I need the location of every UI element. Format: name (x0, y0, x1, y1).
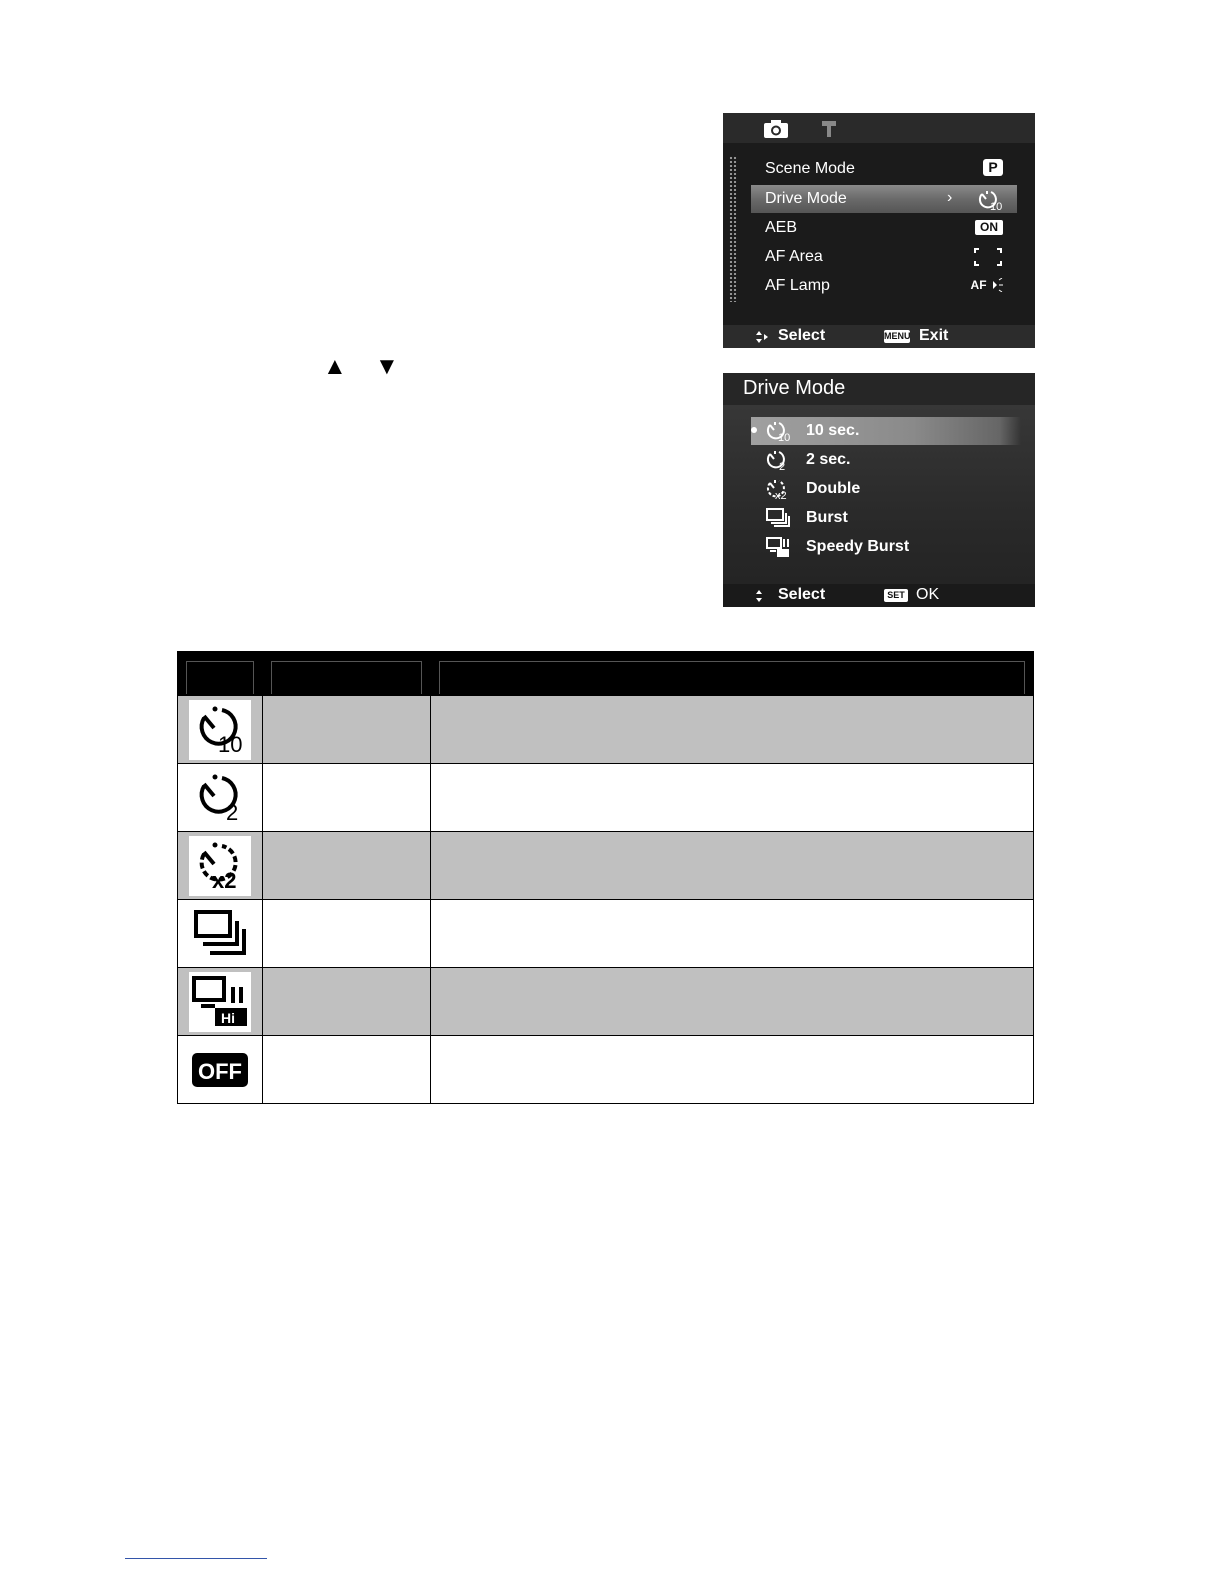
footer-link-rule (125, 1558, 267, 1559)
description-column-header (431, 652, 1034, 696)
mode-name-cell (263, 900, 431, 968)
mode-description-cell (431, 832, 1034, 900)
menu-item-label: AF Lamp (765, 277, 830, 294)
table-row (178, 968, 1034, 1036)
setup-wrench-tab-icon[interactable] (821, 119, 837, 139)
table-row (178, 900, 1034, 968)
svg-text:10: 10 (990, 201, 1003, 211)
mode-column-header (263, 652, 431, 696)
table-row (178, 832, 1034, 900)
drive-mode-table (177, 651, 1034, 1104)
off-icon (189, 1040, 251, 1100)
table-header-row (178, 652, 1034, 696)
menu-key-badge: MENU (884, 331, 911, 341)
svg-text:OFF: OFF (198, 1058, 242, 1084)
mode-name-cell (263, 1036, 431, 1104)
mode-description-cell (431, 1036, 1034, 1104)
drive-option-label: Double (806, 480, 861, 497)
svg-text:2: 2 (226, 799, 239, 824)
self-timer-10-icon (977, 189, 1003, 209)
down-arrow-key-icon: ▼ (375, 353, 399, 380)
select-hint: Select (778, 327, 826, 344)
menu-item-aeb[interactable] (751, 214, 1017, 242)
up-arrow-key-icon: ▲ (323, 353, 347, 380)
menu-item-label: AEB (765, 219, 798, 236)
self-timer-2-icon (189, 768, 251, 828)
table-row (178, 696, 1034, 764)
menu-item-label: Drive Mode (765, 190, 847, 207)
camera-tab-icon[interactable] (763, 119, 789, 139)
af-lamp-icon: AF (971, 276, 1003, 296)
selected-dot-icon (751, 427, 757, 433)
table-row (178, 1036, 1034, 1104)
svg-text:Hi: Hi (221, 1009, 235, 1026)
svg-text:2: 2 (779, 461, 786, 471)
drive-option-10-sec[interactable] (751, 417, 1021, 445)
table-row (178, 764, 1034, 832)
self-timer-double-icon (765, 478, 791, 500)
drive-footer-bar (723, 584, 1035, 607)
drive-option-label: 2 sec. (806, 451, 851, 468)
mode-name-cell (263, 696, 431, 764)
icon-column-header (178, 652, 263, 696)
drive-option-burst[interactable] (751, 504, 1021, 532)
mode-description-cell (431, 900, 1034, 968)
speedy-burst-icon (189, 972, 251, 1032)
mode-description-cell (431, 968, 1034, 1036)
updown-select-icon (755, 589, 763, 603)
mode-name-cell (263, 968, 431, 1036)
self-timer-10-icon (765, 420, 791, 442)
menu-footer-bar (723, 325, 1035, 348)
self-timer-double-icon (189, 836, 251, 896)
self-timer-2-icon (765, 449, 791, 471)
menu-item-scene-mode[interactable] (751, 155, 1017, 183)
program-mode-badge: P (983, 159, 1003, 179)
ok-hint: OK (916, 586, 940, 603)
menu-item-label: Scene Mode (765, 160, 855, 177)
drive-option-speedy-burst[interactable] (751, 533, 1021, 561)
drive-option-2-sec[interactable] (751, 446, 1021, 474)
speedy-burst-icon (765, 536, 791, 558)
menu-item-label: AF Area (765, 248, 823, 265)
menu-item-drive-mode[interactable] (751, 185, 1017, 213)
drive-option-label: Burst (806, 509, 848, 526)
drive-mode-title: Drive Mode (743, 377, 846, 399)
mode-name-cell (263, 832, 431, 900)
drive-option-label: Speedy Burst (806, 538, 910, 555)
on-badge: ON (975, 218, 1003, 238)
set-key-badge: SET (884, 589, 908, 602)
burst-icon (189, 904, 251, 964)
mode-name-cell (263, 764, 431, 832)
svg-text:x2: x2 (212, 867, 237, 892)
menu-scrollbar[interactable] (729, 156, 737, 302)
burst-icon (765, 507, 791, 529)
chevron-right-icon: › (947, 189, 953, 206)
exit-hint: Exit (919, 327, 949, 344)
menu-item-af-area[interactable] (751, 243, 1017, 271)
svg-text:10: 10 (778, 432, 791, 442)
menu-item-af-lamp[interactable] (751, 272, 1017, 300)
self-timer-10-icon (189, 700, 251, 760)
drive-option-double[interactable] (751, 475, 1021, 503)
svg-text:10: 10 (218, 731, 243, 756)
svg-text:x2: x2 (775, 490, 787, 500)
menu-tab-bar (723, 113, 1035, 143)
drive-mode-screen (723, 373, 1035, 607)
select-hint: Select (778, 586, 826, 603)
camera-menu-screen (723, 113, 1035, 348)
mode-description-cell (431, 696, 1034, 764)
drive-option-label: 10 sec. (806, 422, 860, 439)
updown-select-icon (755, 330, 769, 344)
mode-description-cell (431, 764, 1034, 832)
af-area-icon (973, 247, 1003, 267)
